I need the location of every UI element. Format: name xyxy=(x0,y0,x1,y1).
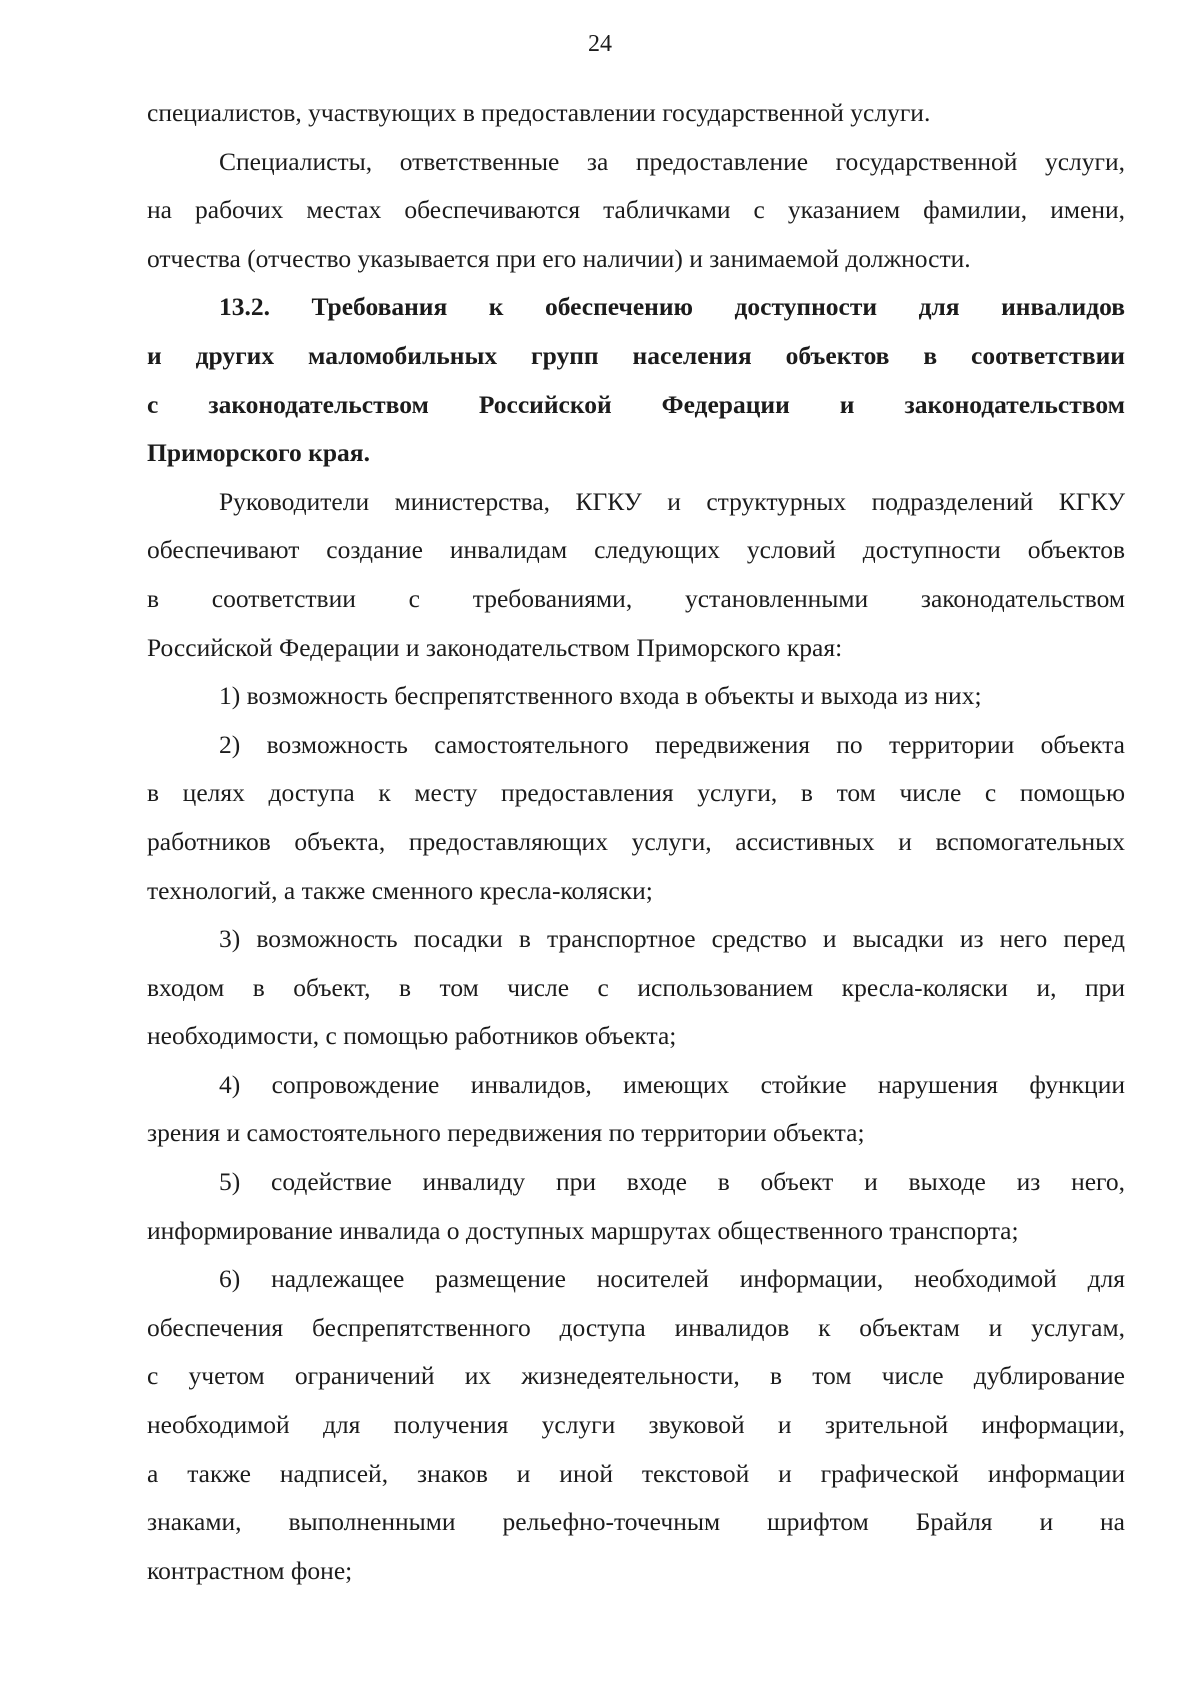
text-line: контрастном фоне; xyxy=(147,1555,353,1585)
text-line: Российской Федерации и законодательством Приморского края: xyxy=(147,632,843,662)
paragraph-specialists xyxy=(147,138,1125,284)
text-line: работников объекта, предоставляющих услуги, ассистивных и вспомогательных xyxy=(147,826,1125,856)
text-line: зрения и самостоятельного передвижения по территории объекта; xyxy=(147,1118,865,1148)
text-line: необходимой для получения услуги звуковой и зрительной информации, xyxy=(147,1410,1125,1440)
text-line: 5) содействие инвалиду при входе в объект и выходе из него, xyxy=(219,1167,1125,1197)
text-line: технологий, а также сменного кресла-коляски; xyxy=(147,875,653,905)
heading-line: Приморского края. xyxy=(147,438,370,468)
text-line: с учетом ограничений их жизнедеятельности, в том числе дублирование xyxy=(147,1361,1125,1391)
body-text xyxy=(147,89,1125,1595)
text-line: специалистов, участвующих в предоставлении государственной услуги. xyxy=(147,98,931,127)
text-line: информирование инвалида о доступных маршрутах общественного транспорта; xyxy=(147,1215,1019,1245)
list-item xyxy=(147,915,1125,1061)
text-line: 6) надлежащее размещение носителей информации, необходимой для xyxy=(219,1264,1125,1294)
text-line: в целях доступа к месту предоставления услуги, в том числе с помощью xyxy=(147,778,1125,808)
paragraph-managers xyxy=(147,478,1125,672)
paragraph-continuation xyxy=(147,89,1125,138)
text-line: 4) сопровождение инвалидов, имеющих стойкие нарушения функции xyxy=(219,1069,1125,1099)
text-line: обеспечения беспрепятственного доступа инвалидов к объектам и услугам, xyxy=(147,1312,1125,1342)
text-line: входом в объект, в том числе с использованием кресла-коляски и, при xyxy=(147,972,1125,1002)
text-line: Специалисты, ответственные за предоставление государственной услуги, xyxy=(219,146,1125,176)
list-item xyxy=(147,721,1125,915)
list-item xyxy=(147,1061,1125,1158)
list-item xyxy=(147,1255,1125,1595)
text-line: знаками, выполненными рельефно-точечным шрифтом Брайля и на xyxy=(147,1507,1125,1537)
text-line: на рабочих местах обеспечиваются табличками с указанием фамилии, имени, xyxy=(147,195,1125,225)
text-line: 2) возможность самостоятельного передвижения по территории объекта xyxy=(219,729,1125,759)
text-line: обеспечивают создание инвалидам следующих условий доступности объектов xyxy=(147,535,1125,565)
list-item xyxy=(147,1158,1125,1255)
page-number: 24 xyxy=(588,31,612,57)
text-line: 3) возможность посадки в транспортное средство и высадки из него перед xyxy=(219,924,1125,954)
text-line: Руководители министерства, КГКУ и структурных подразделений КГКУ xyxy=(219,486,1125,516)
list-item xyxy=(147,672,1125,721)
section-heading xyxy=(147,283,1125,477)
text-line: необходимости, с помощью работников объекта; xyxy=(147,1021,677,1051)
heading-line: 13.2. Требования к обеспечению доступности для инвалидов xyxy=(219,292,1125,322)
text-line: отчества (отчество указывается при его наличии) и занимаемой должности. xyxy=(147,243,971,273)
heading-line: с законодательством Российской Федерации и законодательством xyxy=(147,389,1125,419)
text-line: а также надписей, знаков и иной текстовой и графической информации xyxy=(147,1458,1125,1488)
text-line: 1) возможность беспрепятственного входа в объекты и выхода из них; xyxy=(219,681,982,711)
heading-line: и других маломобильных групп населения объектов в соответствии xyxy=(147,340,1125,370)
text-line: в соответствии с требованиями, установленными законодательством xyxy=(147,583,1125,613)
